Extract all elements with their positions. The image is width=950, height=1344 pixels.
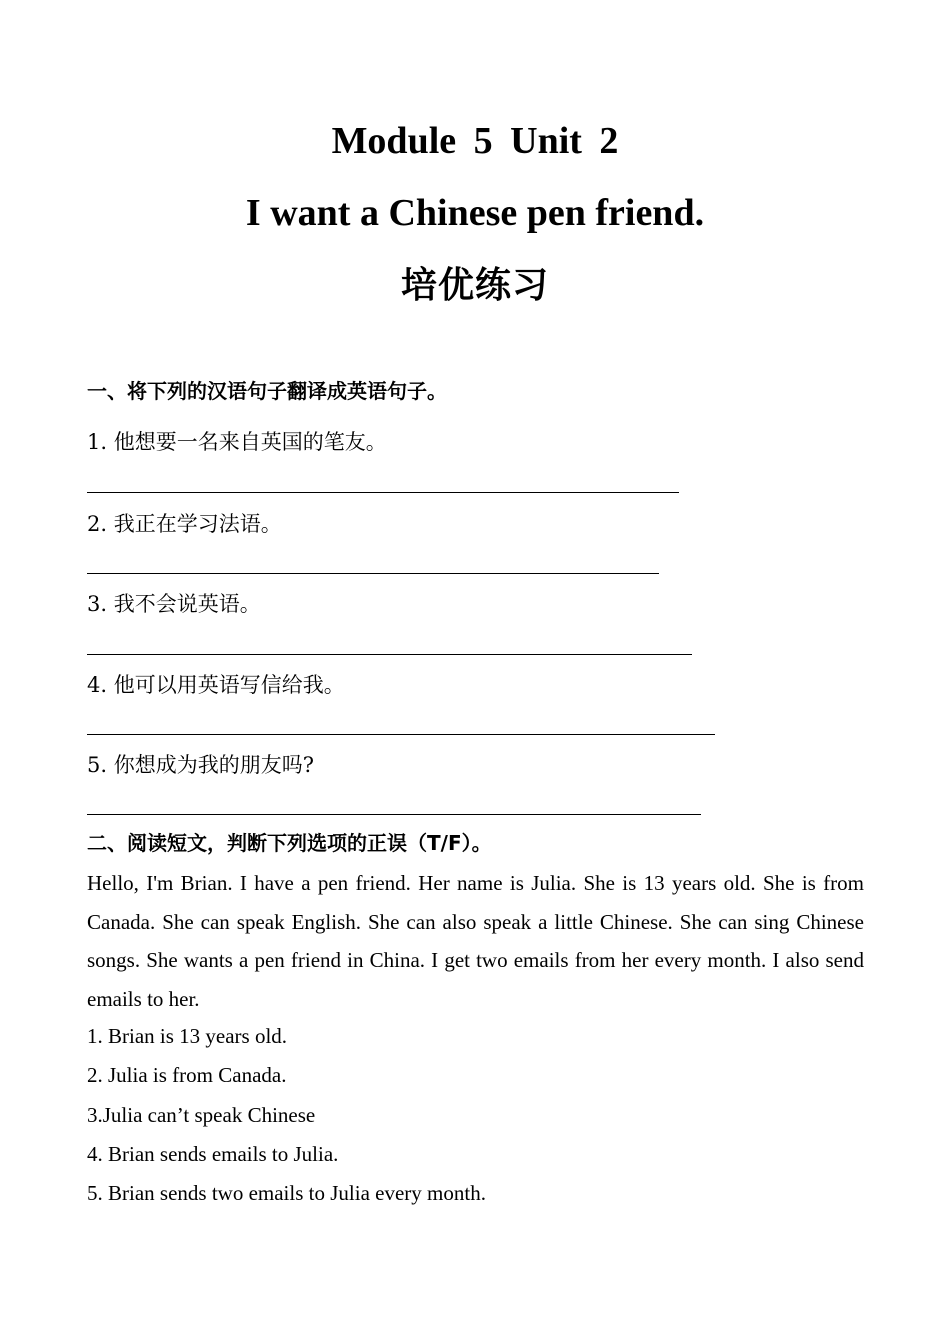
tf-statement-4: 4. Brian sends emails to Julia. [87, 1142, 339, 1166]
unit-title: I want a Chinese pen friend. [245, 192, 705, 234]
translation-question-5: 5. 你想成为我的朋友吗? [87, 753, 314, 777]
translation-question-1: 1. 他想要一名来自英国的笔友。 [87, 430, 387, 454]
translation-question-4: 4. 他可以用英语写信给我。 [87, 673, 345, 697]
translation-question-3: 3. 我不会说英语。 [87, 592, 261, 616]
tf-statement-3: 3.Julia can’t speak Chinese [87, 1103, 316, 1127]
reading-passage: Hello, I'm Brian. I have a pen friend. Her name is Julia. She is 13 years old. She is from Canada. She can speak English. She can also speak a little Chinese. She can sing Chinese songs. She wants a pen friend in China. I get two emails from her every month. I also send emails to her. [87, 871, 864, 1011]
section2-heading: 二、阅读短文，判断下列选项的正误（T/F）。 [87, 831, 492, 855]
tf-statement-1: 1. Brian is 13 years old. [87, 1024, 288, 1048]
answer-line-2[interactable] [87, 573, 659, 574]
answer-line-3[interactable] [87, 654, 692, 655]
answer-line-5[interactable] [87, 814, 701, 815]
worksheet-title: 培优练习 [400, 265, 549, 306]
module-title: Module 5 Unit 2 [331, 120, 619, 162]
translation-question-2: 2. 我正在学习法语。 [87, 512, 282, 536]
answer-line-4[interactable] [87, 734, 715, 735]
tf-statement-5: 5. Brian sends two emails to Julia every month. [87, 1181, 486, 1205]
answer-line-1[interactable] [87, 492, 679, 493]
tf-statement-2: 2. Julia is from Canada. [87, 1063, 287, 1087]
section1-heading: 一、将下列的汉语句子翻译成英语句子。 [87, 379, 447, 403]
